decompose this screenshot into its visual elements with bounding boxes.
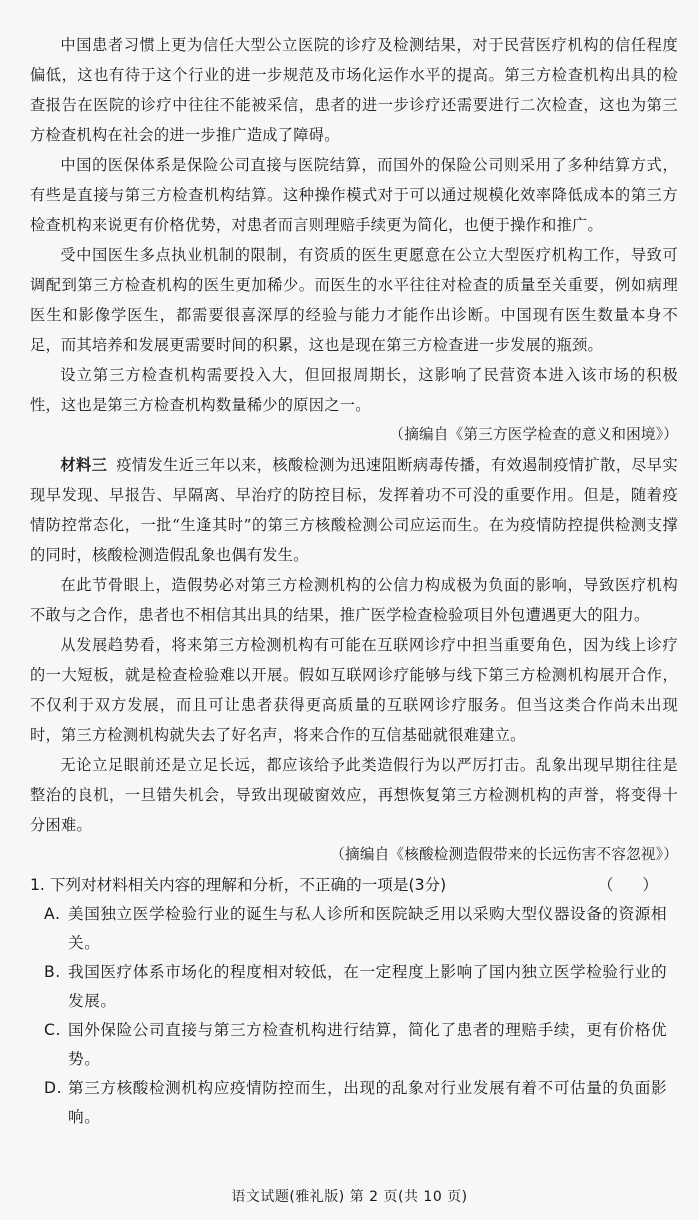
option-text: 美国独立医学检验行业的诞生与私人诊所和医院缺乏用以采购大型仪器设备的资源相关。 — [68, 905, 668, 952]
option-text: 第三方核酸检测机构应疫情防控而生，出现的乱象对行业发展有着不可估量的负面影响。 — [68, 1079, 668, 1126]
option-c — [30, 1016, 678, 1074]
option-text: 国外保险公司直接与第三方检查机构进行结算，简化了患者的理赔手续，更有价格优势。 — [68, 1021, 668, 1068]
page-footer: 语文试题(雅礼版) 第 2 页(共 10 页) — [231, 1189, 468, 1205]
answer-blank: （ ） — [597, 876, 670, 894]
option-letter: C. — [44, 1021, 62, 1039]
option-letter: D. — [44, 1079, 63, 1097]
material-3-text: 疫情发生近三年以来，核酸检测为迅速阻断病毒传播，有效遏制疫情扩散，尽早实现早发现、早报告、早隔离、早治疗的防控目标，发挥着功不可没的重要作用。但是，随着疫情防控常态化，一批“生逢其时”的第三方核酸检测公司应运而生。在为疫情防控提供检测支撑的同时，核酸检测造假乱象也偶有发生。 — [30, 456, 678, 564]
question-1-stem — [30, 870, 678, 900]
paragraph-6: 从发展趋势看，将来第三方检测机构有可能在互联网诊疗中担当重要角色，因为线上诊疗的一大短板，就是检查检验难以开展。假如互联网诊疗能够与线下第三方检测机构展开合作，不仅利于双方发展，而且可让患者获得更高质量的互联网诊疗服务。但当这类合作尚未出现时，第三方检测机构就失去了好名声，将来合作的互信基础就很难建立。 — [30, 636, 678, 744]
material-3-paragraph — [30, 450, 678, 570]
option-letter: B. — [44, 963, 61, 981]
paragraph-2: 中国的医保体系是保险公司直接与医院结算，而国外的保险公司则采用了多种结算方式，有些是直接与第三方检查机构结算。这种操作模式对于可以通过规模化效率降低成本的第三方检查机构来说更有价格优势，对患者而言则理赔手续更为简化，也便于操作和推广。 — [30, 156, 678, 234]
paragraph-5: 在此节骨眼上，造假势必对第三方检测机构的公信力构成极为负面的影响，导致医疗机构不敢与之合作，患者也不相信其出具的结果，推广医学检查检验项目外包遭遇更大的阻力。 — [30, 576, 678, 624]
question-text: 1. 下列对材料相关内容的理解和分析，不正确的一项是(3分) — [30, 876, 447, 894]
option-a — [30, 900, 678, 958]
paragraph-4: 设立第三方检查机构需要投入大，但回报周期长，这影响了民营资本进入该市场的积极性，这也是第三方检查机构数量稀少的原因之一。 — [30, 366, 678, 414]
option-b — [30, 958, 678, 1016]
paragraph-7: 无论立足眼前还是立足长远，都应该给予此类造假行为以严厉打击。乱象出现早期往往是整治的良机，一旦错失机会，导致出现破窗效应，再想恢复第三方检测机构的声誉，将变得十分困难。 — [30, 756, 678, 834]
option-letter: A. — [44, 905, 61, 923]
exam-page — [30, 30, 678, 1132]
option-d — [30, 1074, 678, 1132]
source-citation-2: （摘编自《核酸检测造假带来的长远伤害不容忽视》） — [330, 846, 678, 863]
source-citation-1: （摘编自《第三方医学检查的意义和困境》） — [389, 426, 678, 443]
material-3-label: 材料三 — [60, 456, 108, 474]
paragraph-1: 中国患者习惯上更为信任大型公立医院的诊疗及检测结果，对于民营医疗机构的信任程度偏低，这也有待于这个行业的进一步规范及市场化运作水平的提高。第三方检查机构出具的检查报告在医院的诊疗中往往不能被采信，患者的进一步诊疗还需要进行二次检查，这也为第三方检查机构在社会的进一步推广造成了障碍。 — [30, 36, 678, 144]
paragraph-3: 受中国医生多点执业机制的限制，有资质的医生更愿意在公立大型医疗机构工作，导致可调配到第三方检查机构的医生更加稀少。而医生的水平往往对检查的质量至关重要，例如病理医生和影像学医生，都需要很喜深厚的经验与能力才能作出诊断。中国现有医生数量本身不足，而其培养和发展更需要时间的积累，这也是现在第三方检查进一步发展的瓶颈。 — [30, 246, 678, 354]
option-text: 我国医疗体系市场化的程度相对较低，在一定程度上影响了国内独立医学检验行业的发展。 — [68, 963, 668, 1010]
